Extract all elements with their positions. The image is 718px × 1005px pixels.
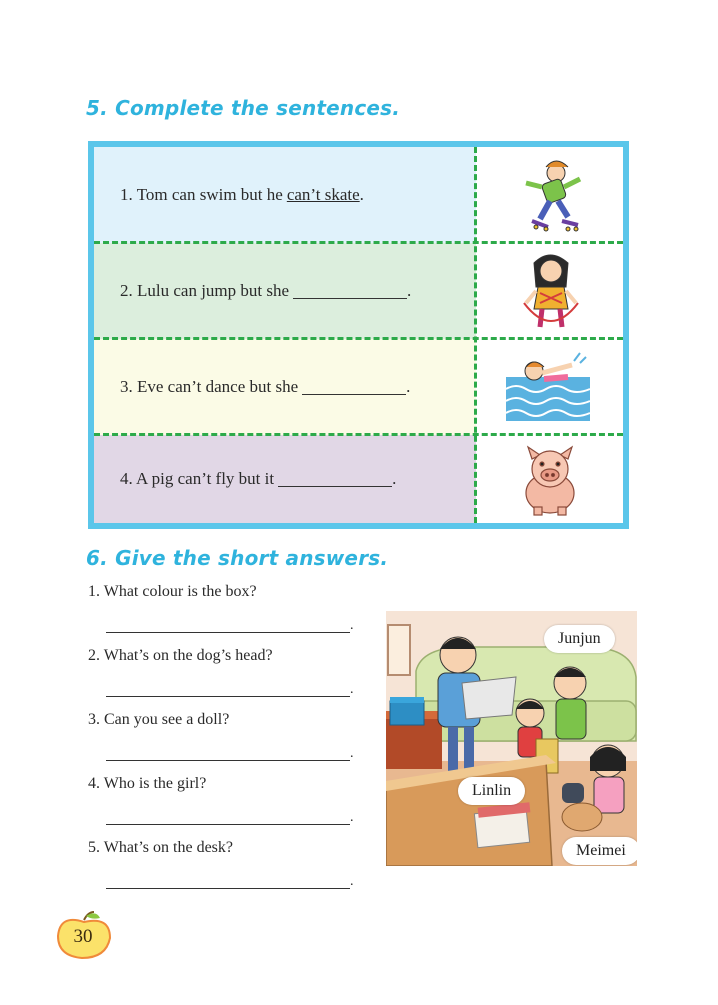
exercise5-row-3: [94, 339, 623, 435]
answer-line-2[interactable]: [106, 696, 350, 697]
sentence-cell: [94, 339, 476, 435]
page-number-badge: [54, 910, 114, 960]
page-number: 30: [73, 926, 93, 947]
swimming-girl-icon: [476, 339, 623, 435]
sentence-text: [120, 339, 410, 435]
answer-line-1[interactable]: [106, 632, 350, 633]
question-4: 4. Who is the girl?: [88, 775, 207, 792]
answer-end-2: .: [350, 682, 354, 697]
question-3: 3. Can you see a doll?: [88, 711, 230, 728]
sentence-text: [120, 435, 396, 523]
sentence-prefix: 3. Eve can’t dance but she: [120, 377, 299, 396]
skating-boy-icon: [476, 147, 623, 243]
sentence-suffix: .: [407, 281, 412, 300]
answer-end-5: .: [350, 874, 354, 889]
row-divider: [94, 433, 623, 436]
answer-line-4[interactable]: [106, 824, 350, 825]
answer-line-5[interactable]: [106, 888, 350, 889]
answer-end-4: .: [350, 810, 354, 825]
answer-line-3[interactable]: [106, 760, 350, 761]
skipping-girl-icon: [476, 243, 623, 339]
picture-cell: [476, 339, 623, 435]
sentence-prefix: 2. Lulu can jump but she: [120, 281, 290, 300]
picture-cell: [476, 435, 623, 523]
pig-icon: [476, 435, 623, 523]
picture-cell: [476, 147, 623, 243]
question-5: 5. What’s on the desk?: [88, 839, 234, 856]
sentence-cell: [94, 435, 476, 523]
label-meimei: Meimei: [562, 837, 637, 865]
sentence-cell: [94, 243, 476, 339]
answer-blank: [302, 380, 406, 395]
sentence-text: [120, 243, 411, 339]
sentence-cell: [94, 147, 476, 243]
exercise5-row-2: [94, 243, 623, 339]
question-1: 1. What colour is the box?: [88, 583, 257, 600]
answer-end-1: .: [350, 618, 354, 633]
question-2: 2. What’s on the dog’s head?: [88, 647, 273, 664]
row-divider: [94, 337, 623, 340]
label-junjun: Junjun: [544, 625, 615, 653]
exercise6-title: 6. Give the short answers.: [86, 546, 389, 570]
answer-blank: [278, 472, 392, 487]
living-room-picture: [386, 611, 637, 866]
row-divider: [94, 241, 623, 244]
sentence-suffix: .: [392, 469, 397, 488]
sentence-prefix: 4. A pig can’t fly but it: [120, 469, 275, 488]
sentence-answer: can’t skate: [286, 185, 360, 204]
answer-end-3: .: [350, 746, 354, 761]
exercise5-row-1: [94, 147, 623, 243]
exercise5-table: [88, 141, 629, 529]
picture-cell: [476, 243, 623, 339]
sentence-prefix: 1. Tom can swim but he: [120, 185, 283, 204]
column-divider: [474, 147, 477, 523]
sentence-text: [120, 147, 364, 243]
label-linlin: Linlin: [458, 777, 525, 805]
sentence-suffix: .: [406, 377, 411, 396]
sentence-suffix: .: [359, 185, 364, 204]
exercise5-row-4: [94, 435, 623, 523]
answer-blank: [293, 284, 407, 299]
exercise5-title: 5. Complete the sentences.: [86, 96, 401, 120]
